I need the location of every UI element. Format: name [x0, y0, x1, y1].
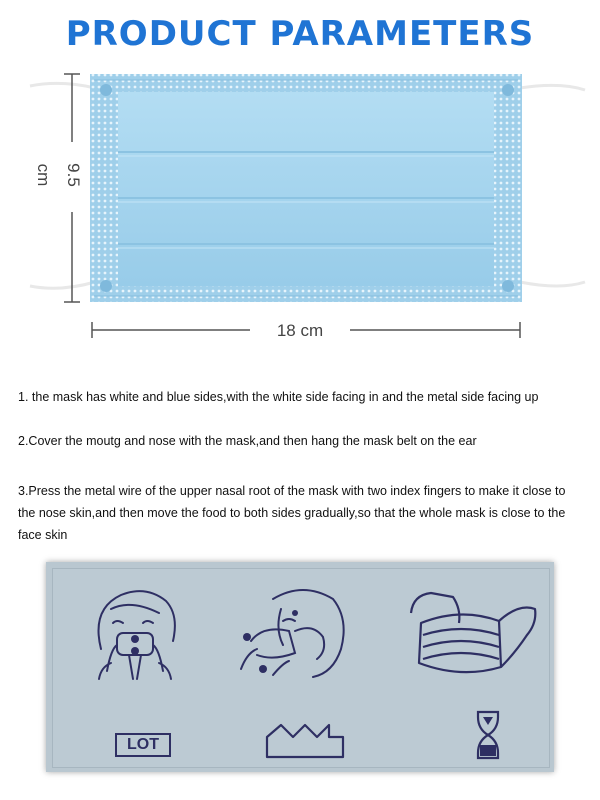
instruction-step-2: 2.Cover the moutg and nose with the mask,and then hang the mask belt on the ear [18, 434, 477, 448]
page-title: PRODUCT PARAMETERS [65, 14, 535, 54]
usage-symbols-panel [46, 562, 554, 772]
face-adjust-icon [71, 579, 201, 689]
mask-3d-icon [401, 583, 541, 683]
mask-figure [0, 60, 600, 360]
face-wear-icon [233, 579, 363, 689]
hourglass-icon [473, 709, 503, 761]
height-dimension-label: 9.5 cm [34, 163, 83, 187]
lot-icon: LOT [115, 733, 171, 757]
width-dimension-label: 18 cm [250, 321, 350, 341]
instruction-step-1: 1. the mask has white and blue sides,with the white side facing in and the metal side facing up [18, 390, 539, 404]
instruction-step-3: 3.Press the metal wire of the upper nasal root of the mask with two index fingers to make it close to the nose skin,and then move the food to both sides gradually,so that the whole mask is close to the face skin [18, 484, 566, 542]
manufacturer-icon [263, 719, 347, 761]
